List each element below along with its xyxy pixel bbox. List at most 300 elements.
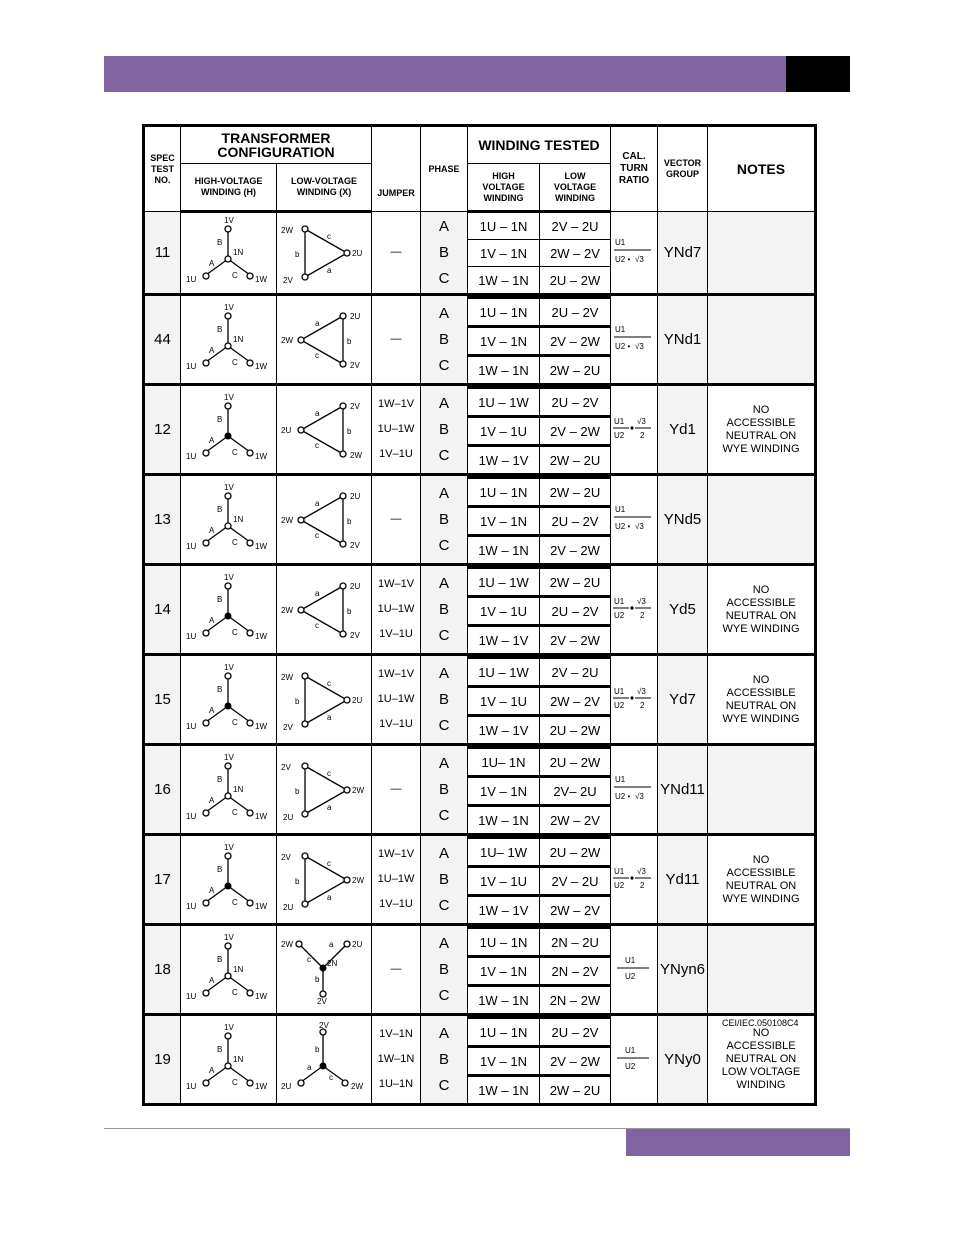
note-line: WINDING <box>736 1079 786 1091</box>
spec-number: 44 <box>144 295 181 385</box>
svg-text:1V: 1V <box>223 662 234 672</box>
phase-label: C <box>438 536 450 554</box>
phase-label: C <box>438 986 450 1004</box>
lv-config <box>277 212 372 295</box>
low-winding-value: 2V – 2W <box>540 626 610 654</box>
svg-text:A: A <box>208 525 214 535</box>
phase-label: B <box>438 1050 449 1068</box>
high-winding-value: 1V – 1U <box>468 687 539 716</box>
hv-wye-diagram <box>182 1022 276 1098</box>
svg-text:U2: U2 <box>614 880 625 890</box>
svg-text:2U: 2U <box>352 939 363 949</box>
low-winding-value: 2W – 2U <box>540 446 610 474</box>
ratio-cell <box>611 295 658 385</box>
low-winding-value: 2U – 2V <box>540 388 610 417</box>
svg-text:2V: 2V <box>319 1021 329 1030</box>
svg-text:U2: U2 <box>625 1061 636 1071</box>
jumper-value: — <box>390 333 402 345</box>
high-winding-cell <box>468 655 540 745</box>
note-line: NO <box>752 583 770 596</box>
svg-text:C: C <box>231 271 238 280</box>
high-winding-cell <box>468 212 540 295</box>
svg-text:a: a <box>307 1062 312 1072</box>
notes-cell <box>708 385 816 475</box>
phase-cell <box>421 1015 468 1105</box>
hv-config <box>181 835 277 925</box>
svg-text:√3: √3 <box>635 254 644 264</box>
ratio-cell <box>611 1015 658 1105</box>
spec-header: SPEC TEST NO. <box>144 126 181 212</box>
svg-text:√3: √3 <box>637 596 646 606</box>
high-winding-cell <box>468 745 540 835</box>
high-winding-value: 1W – 1N <box>478 272 529 288</box>
notes-cell <box>708 925 816 1015</box>
low-winding-value: 2N – 2W <box>540 986 610 1014</box>
svg-text:1W: 1W <box>254 541 267 551</box>
svg-text:1V: 1V <box>223 392 234 402</box>
svg-text:U1: U1 <box>614 686 625 696</box>
vector-header: VECTOR GROUP <box>658 126 708 212</box>
svg-text:1U: 1U <box>185 721 196 731</box>
svg-text:a: a <box>315 498 320 508</box>
svg-text:A: A <box>208 615 214 625</box>
phase-cell <box>421 385 468 475</box>
svg-text:2U: 2U <box>350 311 361 321</box>
hv-config <box>181 745 277 835</box>
spec-number: 15 <box>144 655 181 745</box>
turn-ratio-formula <box>611 590 657 630</box>
high-winding-value: 1V – 1N <box>468 507 539 536</box>
svg-text:c: c <box>327 858 331 868</box>
spec-number: 17 <box>144 835 181 925</box>
lv-winding-diagram <box>277 392 371 468</box>
svg-text:U1: U1 <box>615 324 626 334</box>
svg-text:1V: 1V <box>223 302 234 312</box>
lv-winding-diagram <box>277 482 371 558</box>
low-winding-value: 2N – 2V <box>540 957 610 986</box>
jumper-cell <box>372 835 421 925</box>
hv-config <box>181 655 277 745</box>
svg-text:1N: 1N <box>232 334 243 344</box>
low-winding-cell <box>540 212 611 295</box>
svg-text:B: B <box>216 504 222 514</box>
phase-cell <box>421 212 468 295</box>
high-voltage-header: HIGH VOLTAGE WINDING <box>468 164 540 212</box>
low-winding-value: 2V – 2W <box>540 417 610 446</box>
high-winding-value: 1W – 1N <box>468 806 539 834</box>
high-winding-value: 1V – 1U <box>468 597 539 626</box>
low-winding-cell <box>540 295 611 385</box>
svg-text:B: B <box>216 238 222 247</box>
vector-group: YNyn6 <box>658 925 708 1015</box>
phase-cell <box>421 295 468 385</box>
svg-text:2U: 2U <box>350 581 361 591</box>
phase-label: C <box>438 269 450 287</box>
turn-ratio-formula <box>611 1040 657 1080</box>
svg-text:U2 •: U2 • <box>615 254 631 264</box>
vector-group: YNd11 <box>658 745 708 835</box>
svg-text:a: a <box>327 802 332 812</box>
ratio-header: CAL. TURN RATIO <box>611 126 658 212</box>
low-winding-value: 2U – 2W <box>540 748 610 777</box>
svg-text:b: b <box>295 786 300 796</box>
phase-label: A <box>438 664 449 682</box>
phase-cell <box>421 565 468 655</box>
turn-ratio-formula <box>611 950 657 990</box>
svg-text:C: C <box>231 627 238 637</box>
test-row <box>144 475 816 565</box>
svg-text:B: B <box>216 684 222 694</box>
note-line: WYE WINDING <box>722 712 800 725</box>
jumper-cell <box>372 475 421 565</box>
hv-wye-diagram <box>182 392 276 468</box>
svg-text:2W: 2W <box>352 785 364 795</box>
note-line: ACCESSIBLE <box>726 416 796 429</box>
turn-ratio-formula <box>611 680 657 720</box>
lv-winding-diagram <box>277 215 371 291</box>
low-winding-value: 2V – 2U <box>540 867 610 896</box>
high-winding-cell <box>468 295 540 385</box>
svg-text:2W: 2W <box>281 226 293 235</box>
spec-number: 14 <box>144 565 181 655</box>
vector-group: Yd11 <box>658 835 708 925</box>
svg-text:1V: 1V <box>223 842 234 852</box>
notes-cell <box>708 745 816 835</box>
notes-cell <box>708 295 816 385</box>
high-winding-cell <box>468 565 540 655</box>
ratio-cell <box>611 212 658 295</box>
svg-text:a: a <box>327 892 332 902</box>
svg-text:1V: 1V <box>223 932 234 942</box>
svg-text:A: A <box>208 1065 214 1075</box>
jumper-value: 1U–1W <box>377 873 415 885</box>
svg-text:c: c <box>329 1072 333 1082</box>
turn-ratio-formula <box>611 770 657 810</box>
low-winding-value: 2U – 2V <box>540 597 610 626</box>
low-winding-value: 2V– 2U <box>540 777 610 806</box>
phase-label: B <box>438 960 449 978</box>
hv-header: HIGH-VOLTAGE WINDING (H) <box>181 164 277 212</box>
svg-text:U1: U1 <box>614 416 625 426</box>
phase-label: C <box>438 446 450 464</box>
phase-label: A <box>438 394 449 412</box>
note-line: NEUTRAL ON <box>725 699 797 712</box>
high-winding-value: 1V – 1N <box>468 240 539 267</box>
lv-winding-diagram <box>277 752 371 828</box>
high-winding-cell <box>468 475 540 565</box>
jumper-cell <box>372 295 421 385</box>
svg-text:2U: 2U <box>283 812 294 822</box>
svg-text:U1: U1 <box>615 237 626 247</box>
svg-text:1U: 1U <box>185 631 196 641</box>
low-winding-value: 2W – 2V <box>540 806 610 834</box>
high-winding-value: 1W – 1N <box>468 356 539 384</box>
svg-text:1W: 1W <box>254 275 267 284</box>
svg-text:C: C <box>231 717 238 727</box>
svg-text:2U: 2U <box>281 425 292 435</box>
jumper-value: 1V–1U <box>379 628 413 640</box>
phase-label: A <box>438 754 449 772</box>
high-winding-value: 1V – 1N <box>468 1047 539 1076</box>
svg-text:1N: 1N <box>232 514 243 524</box>
jumper-value: 1U–1N <box>378 1078 414 1090</box>
hv-wye-diagram <box>182 842 276 918</box>
spec-number: 19 <box>144 1015 181 1105</box>
svg-text:U1: U1 <box>614 866 625 876</box>
jumper-value: — <box>390 246 402 258</box>
high-winding-value: 1U– 1N <box>468 748 539 777</box>
lv-config <box>277 925 372 1015</box>
svg-text:2: 2 <box>640 610 645 620</box>
svg-text:2W: 2W <box>350 450 362 460</box>
phase-label: C <box>438 626 450 644</box>
note-line: NEUTRAL ON <box>725 609 797 622</box>
hv-config <box>181 1015 277 1105</box>
config-header: TRANSFORMER CONFIGURATION <box>181 126 372 164</box>
svg-text:C: C <box>231 807 238 817</box>
high-winding-value: 1U – 1N <box>468 928 539 957</box>
svg-text:B: B <box>216 594 222 604</box>
svg-text:U2 •: U2 • <box>615 341 631 351</box>
test-row <box>144 1015 816 1105</box>
svg-text:b: b <box>315 974 320 984</box>
lv-config <box>277 565 372 655</box>
test-row <box>144 655 816 745</box>
lv-winding-diagram <box>277 662 371 738</box>
svg-text:√3: √3 <box>635 791 644 801</box>
jumper-cell <box>372 1015 421 1105</box>
jumper-cell <box>372 212 421 295</box>
phase-header: PHASE <box>421 126 468 212</box>
hv-config <box>181 385 277 475</box>
vector-group: YNy0 <box>658 1015 708 1105</box>
svg-text:1U: 1U <box>185 1081 196 1091</box>
winding-tested-header: WINDING TESTED <box>468 126 611 164</box>
svg-text:a: a <box>315 588 320 598</box>
note-line: NEUTRAL ON <box>725 1053 797 1065</box>
svg-text:U1: U1 <box>625 955 636 965</box>
jumper-value: 1W–1V <box>377 578 415 590</box>
phase-label: B <box>438 420 449 438</box>
svg-text:c: c <box>327 232 331 241</box>
svg-text:U1: U1 <box>615 504 626 514</box>
low-winding-cell <box>540 385 611 475</box>
svg-text:1W: 1W <box>254 721 267 731</box>
turn-ratio-formula <box>611 860 657 900</box>
reference-code: CEI/IEC.050108C4 <box>722 1018 799 1028</box>
svg-text:2V: 2V <box>350 540 360 550</box>
svg-text:1N: 1N <box>232 1054 243 1064</box>
phase-cell <box>421 925 468 1015</box>
low-voltage-header: LOW VOLTAGE WINDING <box>540 164 611 212</box>
note-line: NO <box>752 1027 770 1039</box>
phase-label: A <box>438 574 449 592</box>
jumper-value: 1U–1W <box>377 423 415 435</box>
svg-text:c: c <box>307 954 311 964</box>
high-winding-value: 1W – 1N <box>468 536 539 564</box>
svg-text:C: C <box>231 987 238 997</box>
svg-text:1N: 1N <box>232 248 243 257</box>
note-line: NO <box>752 673 770 686</box>
lv-config <box>277 655 372 745</box>
svg-text:U1: U1 <box>614 596 625 606</box>
test-row <box>144 745 816 835</box>
high-winding-value: 1U – 1W <box>468 568 539 597</box>
lv-config <box>277 385 372 475</box>
notes-cell <box>708 1015 816 1105</box>
svg-text:A: A <box>208 435 214 445</box>
svg-text:a: a <box>315 318 320 328</box>
svg-text:1V: 1V <box>223 1022 234 1032</box>
test-row <box>144 212 816 295</box>
high-winding-value: 1W – 1V <box>468 626 539 654</box>
vector-group: YNd7 <box>658 212 708 295</box>
low-winding-value: 2U – 2V <box>540 298 610 327</box>
low-winding-value: 2W – 2U <box>540 1076 610 1104</box>
svg-text:2U: 2U <box>352 695 363 705</box>
notes-cell <box>708 655 816 745</box>
note-line: NEUTRAL ON <box>725 879 797 892</box>
svg-text:A: A <box>208 795 214 805</box>
lv-winding-diagram <box>277 842 371 918</box>
high-winding-value: 1U – 1W <box>468 658 539 687</box>
svg-text:1U: 1U <box>185 811 196 821</box>
svg-text:1U: 1U <box>185 991 196 1001</box>
phase-label: A <box>438 304 449 322</box>
lv-config <box>277 295 372 385</box>
svg-text:1N: 1N <box>232 964 243 974</box>
hv-wye-diagram <box>182 302 276 378</box>
phase-label: B <box>438 243 449 261</box>
svg-text:U2: U2 <box>614 430 625 440</box>
high-winding-value: 1W – 1V <box>468 896 539 924</box>
svg-text:1V: 1V <box>223 572 234 582</box>
svg-text:2V: 2V <box>281 762 291 772</box>
phase-cell <box>421 835 468 925</box>
svg-text:2W: 2W <box>281 939 293 949</box>
svg-text:2V: 2V <box>317 996 327 1006</box>
low-winding-cell <box>540 655 611 745</box>
phase-label: B <box>438 780 449 798</box>
svg-text:1W: 1W <box>254 631 267 641</box>
svg-text:1U: 1U <box>185 541 196 551</box>
high-winding-cell <box>468 385 540 475</box>
svg-text:1W: 1W <box>254 991 267 1001</box>
svg-text:C: C <box>231 897 238 907</box>
note-line: ACCESSIBLE <box>726 1040 796 1052</box>
ratio-cell <box>611 475 658 565</box>
header-page-block <box>786 56 850 92</box>
vector-group: Yd5 <box>658 565 708 655</box>
spec-number: 18 <box>144 925 181 1015</box>
svg-text:B: B <box>216 864 222 874</box>
svg-text:B: B <box>216 414 222 424</box>
high-winding-cell <box>468 835 540 925</box>
svg-text:2W: 2W <box>352 875 364 885</box>
lv-winding-diagram <box>277 572 371 648</box>
vector-group: Yd7 <box>658 655 708 745</box>
low-winding-value: 2V – 2U <box>540 658 610 687</box>
svg-text:√3: √3 <box>635 341 644 351</box>
low-winding-value: 2W – 2U <box>540 568 610 597</box>
lv-config <box>277 475 372 565</box>
svg-text:2V: 2V <box>350 630 360 640</box>
hv-wye-diagram <box>182 662 276 738</box>
low-winding-value: 2U – 2V <box>540 1018 610 1047</box>
jumper-value: — <box>390 783 402 795</box>
high-winding-value: 1U – 1N <box>468 478 539 507</box>
phase-label: A <box>438 217 449 235</box>
low-winding-cell <box>540 565 611 655</box>
svg-text:2V: 2V <box>281 852 291 862</box>
spec-number: 11 <box>144 212 181 295</box>
svg-text:1N: 1N <box>232 784 243 794</box>
svg-text:c: c <box>315 350 319 360</box>
svg-text:A: A <box>208 259 214 268</box>
jumper-value: 1W–1V <box>377 848 415 860</box>
svg-text:1U: 1U <box>185 451 196 461</box>
phase-label: C <box>438 716 450 734</box>
spec-number: 12 <box>144 385 181 475</box>
jumper-value: 1V–1U <box>379 448 413 460</box>
low-winding-value: 2W – 2V <box>540 687 610 716</box>
phase-label: A <box>438 484 449 502</box>
jumper-value: — <box>390 513 402 525</box>
svg-text:b: b <box>295 876 300 886</box>
lv-config <box>277 745 372 835</box>
high-winding-value: 1W – 1V <box>468 716 539 744</box>
lv-winding-diagram <box>277 932 371 1008</box>
note-line: WYE WINDING <box>722 622 800 635</box>
test-row <box>144 385 816 475</box>
svg-text:A: A <box>208 975 214 985</box>
turn-ratio-formula <box>611 410 657 450</box>
low-winding-value: 2V – 2W <box>540 327 610 356</box>
svg-text:2V: 2V <box>350 401 360 411</box>
lv-winding-diagram <box>277 1022 371 1098</box>
test-row <box>144 295 816 385</box>
svg-text:B: B <box>216 324 222 334</box>
low-winding-value: 2W – 2U <box>540 356 610 384</box>
hv-config <box>181 925 277 1015</box>
notes-cell <box>708 565 816 655</box>
jumper-value: 1W–1V <box>377 668 415 680</box>
high-winding-value: 1U – 1N <box>468 1018 539 1047</box>
svg-text:b: b <box>347 426 352 436</box>
note-line: NO <box>752 403 770 416</box>
jumper-value: 1V–1N <box>379 1028 413 1040</box>
svg-text:2U: 2U <box>281 1081 292 1091</box>
svg-text:2V: 2V <box>283 276 293 285</box>
spec-number: 16 <box>144 745 181 835</box>
phase-label: C <box>438 356 450 374</box>
phase-label: A <box>438 844 449 862</box>
svg-text:B: B <box>216 774 222 784</box>
svg-text:2U: 2U <box>350 491 361 501</box>
note-line: ACCESSIBLE <box>726 866 796 879</box>
transformer-test-table <box>142 124 817 1106</box>
svg-text:U2 •: U2 • <box>615 791 631 801</box>
low-winding-value: 2W – 2V <box>540 896 610 924</box>
low-winding-value: 2V – 2W <box>540 1047 610 1076</box>
jumper-cell <box>372 655 421 745</box>
spec-number: 13 <box>144 475 181 565</box>
svg-text:a: a <box>329 939 334 949</box>
low-winding-cell <box>540 1015 611 1105</box>
svg-text:2W: 2W <box>281 672 293 682</box>
svg-text:C: C <box>231 357 238 367</box>
test-row <box>144 565 816 655</box>
